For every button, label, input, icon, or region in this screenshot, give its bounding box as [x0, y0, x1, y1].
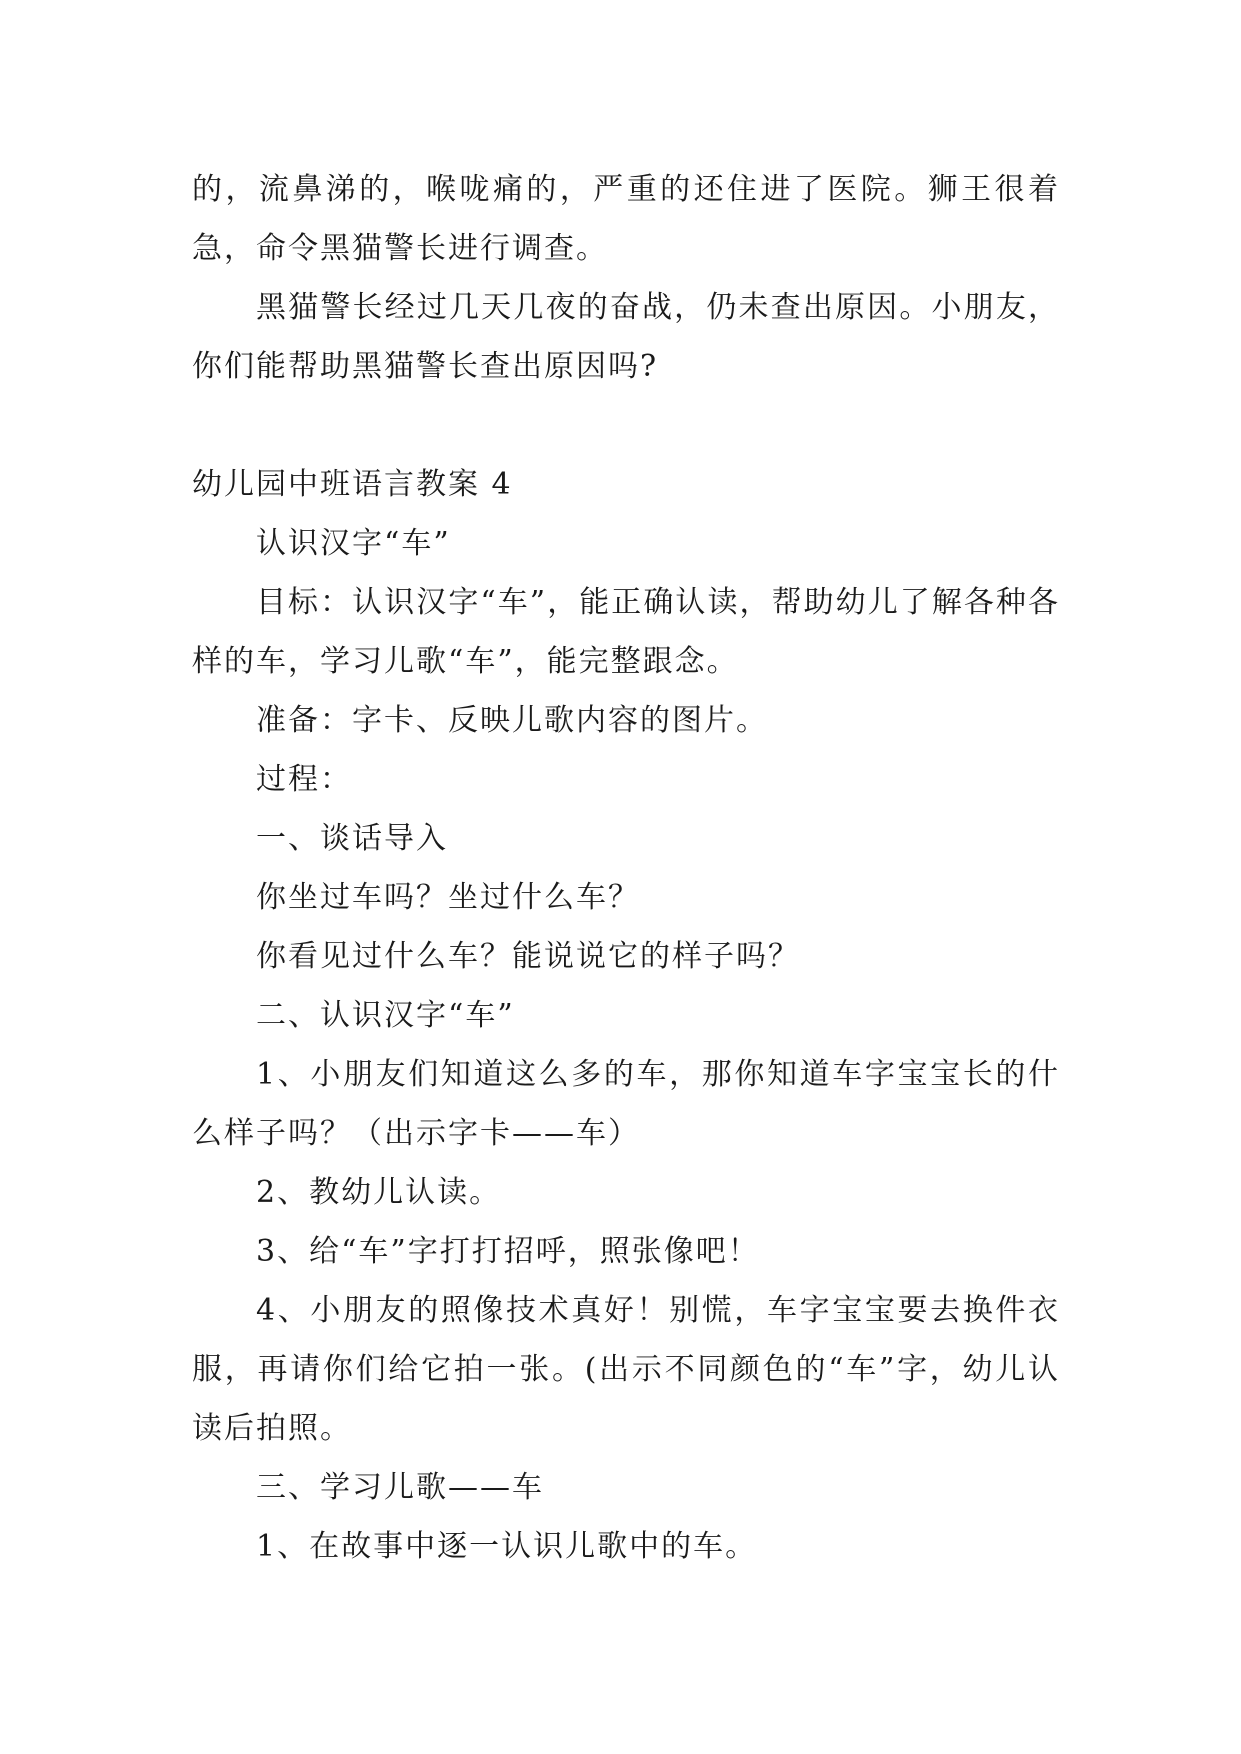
paragraph-continuation: 的，流鼻涕的，喉咙痛的，严重的还住进了医院。狮王很着急，命令黑猫警长进行调查。	[192, 172, 1060, 266]
step-heading-3: 三、学习儿歌——车	[256, 1470, 544, 1505]
list-item: 2、教幼儿认读。	[256, 1175, 502, 1210]
paragraph-objective: 目标：认识汉字“车”，能正确认读，帮助幼儿了解各种各样的车，学习儿歌“车”，能完整跟念。	[192, 585, 1060, 679]
list-item: 3、给“车”字打打招呼，照张像吧！	[256, 1234, 760, 1269]
list-item: 你看见过什么车？能说说它的样子吗？	[256, 939, 800, 974]
list-item: 4、小朋友的照像技术真好！别慌，车字宝宝要去换件衣服，再请你们给它拍一张。(出示不同颜色的“车”字，幼儿认读后拍照。	[192, 1293, 1060, 1446]
paragraph-preparation: 准备：字卡、反映儿歌内容的图片。	[256, 703, 768, 738]
section-title: 幼儿园中班语言教案 4	[192, 467, 513, 502]
paragraph-process-heading: 过程：	[256, 762, 352, 797]
list-item: 1、在故事中逐一认识儿歌中的车。	[256, 1529, 758, 1564]
lesson-title: 认识汉字“车”	[256, 526, 451, 561]
step-heading-2: 二、认识汉字“车”	[256, 998, 515, 1033]
step-heading-1: 一、谈话导入	[256, 821, 448, 856]
document-body	[192, 160, 1060, 1576]
list-item: 1、小朋友们知道这么多的车，那你知道车字宝宝长的什么样子吗？（出示字卡——车）	[192, 1057, 1060, 1151]
list-item: 你坐过车吗？坐过什么车？	[256, 880, 640, 915]
paragraph-story-question: 黑猫警长经过几天几夜的奋战，仍未查出原因。小朋友，你们能帮助黑猫警长查出原因吗?	[192, 290, 1060, 384]
